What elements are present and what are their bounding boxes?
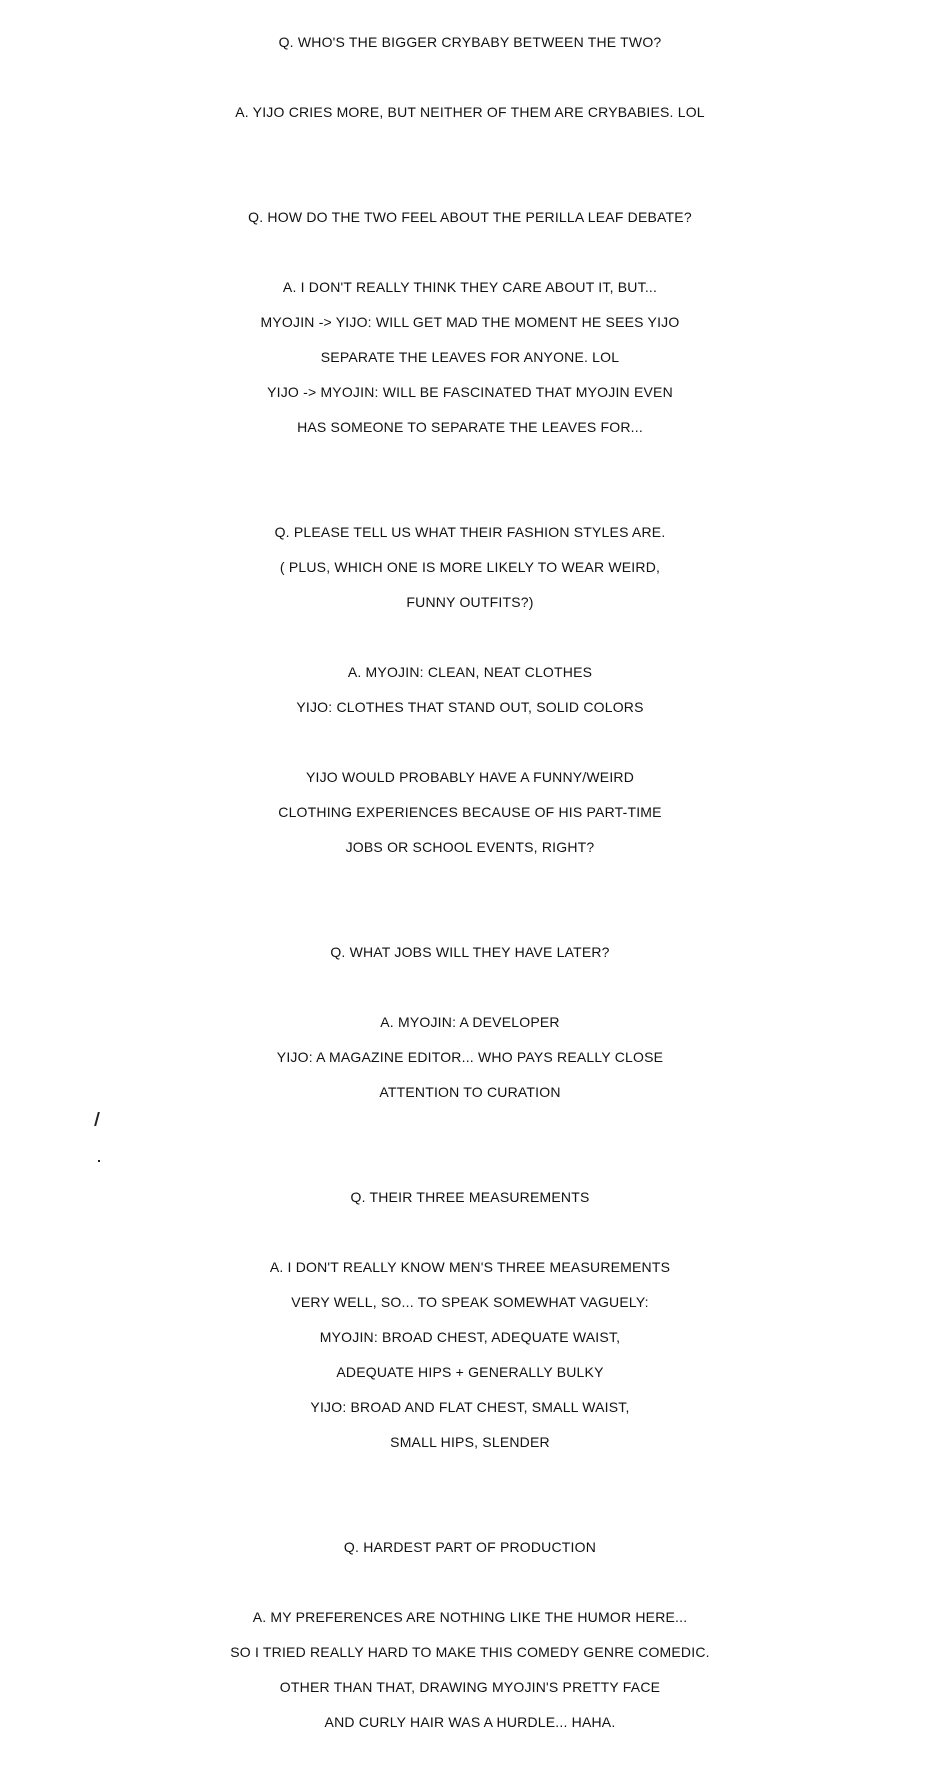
answer-4-line-1: A. MYOJIN: A DEVELOPER — [380, 1014, 560, 1030]
answer-4-line-2: YIJO: A MAGAZINE EDITOR... WHO PAYS REALLY CLOSE — [276, 1049, 664, 1065]
answer-4-line-3: ATTENTION TO CURATION — [379, 1084, 561, 1100]
answer-3-extra-line-2: CLOTHING EXPERIENCES BECAUSE OF HIS PART-TIME — [278, 804, 662, 820]
answer-5-line-4: ADEQUATE HIPS + GENERALLY BULKY — [336, 1364, 604, 1380]
answer-3-extra-line-1: YIJO WOULD PROBABLY HAVE A FUNNY/WEIRD — [305, 769, 635, 785]
stray-dot — [98, 1160, 100, 1162]
question-5-line-1: Q. THEIR THREE MEASUREMENTS — [350, 1189, 590, 1205]
question-2-line-1: Q. HOW DO THE TWO FEEL ABOUT THE PERILLA LEAF DEBATE? — [248, 209, 692, 225]
answer-6-line-1: A. MY PREFERENCES ARE NOTHING LIKE THE HUMOR HERE... — [252, 1609, 688, 1625]
question-1-line-1: Q. WHO'S THE BIGGER CRYBABY BETWEEN THE TWO? — [278, 34, 662, 50]
answer-5-line-3: MYOJIN: BROAD CHEST, ADEQUATE WAIST, — [319, 1329, 621, 1345]
question-4-line-1: Q. WHAT JOBS WILL THEY HAVE LATER? — [330, 944, 610, 960]
answer-5-line-1: A. I DON'T REALLY KNOW MEN'S THREE MEASUREMENTS — [269, 1259, 671, 1275]
answer-6-line-2: SO I TRIED REALLY HARD TO MAKE THIS COMEDY GENRE COMEDIC. — [230, 1644, 710, 1660]
answer-3-line-1: A. MYOJIN: CLEAN, NEAT CLOTHES — [347, 664, 593, 680]
answer-5-line-6: SMALL HIPS, SLENDER — [390, 1434, 550, 1450]
question-3-line-2: ( PLUS, WHICH ONE IS MORE LIKELY TO WEAR WEIRD, — [279, 559, 661, 575]
answer-3-line-2: YIJO: CLOTHES THAT STAND OUT, SOLID COLORS — [296, 699, 644, 715]
answer-2-line-4: YIJO -> MYOJIN: WILL BE FASCINATED THAT MYOJIN EVEN — [267, 384, 673, 400]
answer-5-line-2: VERY WELL, SO... TO SPEAK SOMEWHAT VAGUELY: — [291, 1294, 649, 1310]
question-3-line-1: Q. PLEASE TELL US WHAT THEIR FASHION STYLES ARE. — [274, 524, 666, 540]
answer-3-extra-line-3: JOBS OR SCHOOL EVENTS, RIGHT? — [345, 839, 595, 855]
question-3-line-3: FUNNY OUTFITS?) — [406, 594, 534, 610]
stray-mark — [94, 1112, 100, 1126]
answer-2-line-2: MYOJIN -> YIJO: WILL GET MAD THE MOMENT HE SEES YIJO — [260, 314, 680, 330]
answer-1-line-1: A. YIJO CRIES MORE, BUT NEITHER OF THEM ARE CRYBABIES. LOL — [235, 104, 705, 120]
answer-2-line-3: SEPARATE THE LEAVES FOR ANYONE. LOL — [320, 349, 620, 365]
answer-6-line-4: AND CURLY HAIR WAS A HURDLE... HAHA. — [324, 1714, 616, 1730]
question-6-line-1: Q. HARDEST PART OF PRODUCTION — [343, 1539, 597, 1555]
answer-2-line-1: A. I DON'T REALLY THINK THEY CARE ABOUT IT, BUT... — [282, 279, 658, 295]
answer-2-line-5: HAS SOMEONE TO SEPARATE THE LEAVES FOR... — [297, 419, 643, 435]
answer-6-line-3: OTHER THAN THAT, DRAWING MYOJIN'S PRETTY FACE — [279, 1679, 661, 1695]
answer-5-line-5: YIJO: BROAD AND FLAT CHEST, SMALL WAIST, — [310, 1399, 630, 1415]
